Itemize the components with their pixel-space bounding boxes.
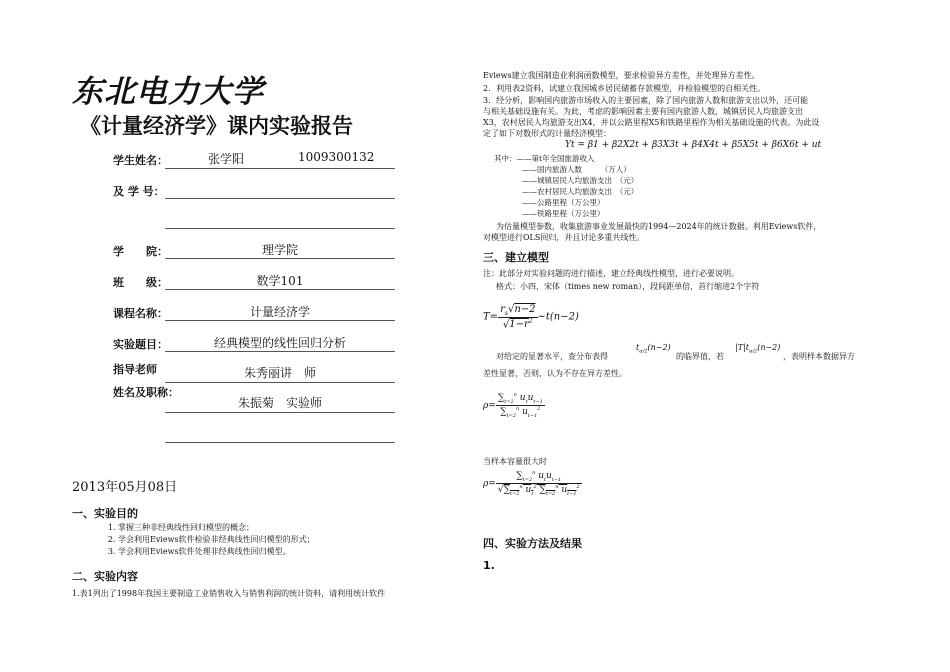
title-label: 姓名及职称： bbox=[113, 386, 179, 399]
university-logo: 东北电力大学 bbox=[72, 74, 264, 110]
underline bbox=[165, 228, 395, 229]
var-line: ——国内旅游人数 （万人） bbox=[522, 165, 631, 174]
student-name-value: 张学阳 bbox=[207, 152, 244, 166]
note-line: 注：此部分对实验问题的进行描述，建立经典线性模型，进行必要说明。 bbox=[483, 269, 739, 278]
class-label: 班 级： bbox=[113, 276, 168, 289]
rho-formula-1: ρ= $\frac{\sum_{t=2}^n u_tu_{t-1}}{\sum_{t=2}^n u_{t-1}^2}$ bbox=[483, 392, 543, 419]
underline bbox=[165, 289, 395, 290]
item-1: 1. bbox=[483, 559, 495, 572]
student-id-value: 1009300132 bbox=[298, 150, 375, 164]
report-title: 《计量经济学》课内实验报告 bbox=[80, 113, 353, 138]
var-line: ——城镇居民人均旅游支出 （元） bbox=[522, 176, 639, 185]
class-id-label: 及 学 号： bbox=[113, 185, 165, 198]
underline bbox=[165, 382, 395, 383]
where-line: 其中：——第t年全国旅游收入 bbox=[494, 154, 595, 163]
report-date: 2013年05月08日 bbox=[72, 480, 178, 495]
model-equation: Yt = β1 + β2X2t + β3X3t + β4X4t + β5X5t + β6X6t + ut bbox=[565, 140, 822, 150]
experiment-label: 实验题目： bbox=[113, 338, 168, 351]
section2-heading: 二、实验内容 bbox=[72, 570, 138, 583]
section4-heading: 四、实验方法及结果 bbox=[483, 537, 582, 550]
t-condition: $|T|t_{\alpha/2}(n-2)$ bbox=[735, 343, 781, 355]
assistant-value: 朱振菊 实验师 bbox=[237, 396, 322, 410]
note-line: 格式：小四，宋体（times new roman），段间距单倍，首行缩进2个字符 bbox=[496, 282, 760, 291]
list-item: 3. 学会利用Eviews软件处理非经典线性回归模型。 bbox=[118, 546, 450, 558]
sig-text-3: ，表明样本数据异方 bbox=[783, 352, 855, 361]
class-value: 数学101 bbox=[256, 274, 304, 288]
teacher-label: 指导老师 bbox=[113, 363, 157, 376]
content-line: 2．利用表2资料，试建立我国城乡居民储蓄存款模型，并检验模型的自相关性。 bbox=[483, 84, 766, 93]
list-item: 2. 学会利用Eviews软件检验非经典线性回归模型的形式； bbox=[118, 534, 450, 546]
list-item: 1. 掌握三种非经典线性回归模型的概念； bbox=[118, 522, 450, 534]
course-value: 计量经济学 bbox=[249, 305, 310, 319]
t-formula: T= $\frac{r_s√n-2}{√1-r^2}$ ~t(n−2) bbox=[483, 304, 579, 331]
content-line: X3，农村居民人均旅游支出X4，并以公路里程X5和铁路里程作为相关基础设施的代表。为此设 bbox=[483, 118, 820, 127]
content-line: 为估量模型参数，收集旅游事业发展最快的1994—2024年的统计数据。利用Eviews软件， bbox=[496, 222, 822, 231]
underline bbox=[165, 351, 395, 352]
college-label: 学 院： bbox=[113, 245, 168, 258]
sig-text-1: 对给定的显著水平，查分布表得 bbox=[496, 352, 608, 361]
content-line: Eviews建立我国制造业利润函数模型，要求检验异方差性，并处理异方差性。 bbox=[483, 71, 760, 80]
experiment-value: 经典模型的线性回归分析 bbox=[213, 336, 346, 350]
student-name-label: 学生姓名： bbox=[113, 154, 168, 167]
section3-heading: 三、建立模型 bbox=[483, 251, 549, 264]
underline bbox=[165, 320, 395, 321]
underline bbox=[165, 442, 395, 443]
content-line: 与相关基础设施有关。为此，考虑的影响因素主要有国内旅游人数，城镇居民人均旅游支出 bbox=[483, 107, 803, 116]
var-line: ——公路里程（万公里） bbox=[522, 198, 605, 207]
underline bbox=[165, 198, 395, 199]
underline bbox=[165, 412, 395, 413]
t-critical: $t_{\alpha/2}(n-2)$ bbox=[636, 343, 671, 355]
var-line: ——农村居民人均旅游支出 （元） bbox=[522, 187, 639, 196]
large-sample-text: 当样本容量很大时 bbox=[483, 457, 547, 466]
goals-list bbox=[100, 522, 450, 558]
teacher-value: 朱秀丽讲 师 bbox=[243, 366, 316, 380]
sig-text-2: 的临界值，若 bbox=[676, 352, 724, 361]
underline bbox=[165, 168, 395, 169]
var-line: ——铁路里程（万公里） bbox=[522, 209, 605, 218]
content-line: 1.表1列出了1998年我国主要制造工业销售收入与销售利润的统计资料，请利用统计软件 bbox=[72, 589, 386, 598]
sig-text-4: 差性显著，否则，认为不存在异方差性。 bbox=[483, 369, 627, 378]
underline bbox=[165, 258, 395, 259]
college-value: 理学院 bbox=[261, 243, 298, 257]
content-line: 对模型进行OLS回归，并且讨论多重共线性。 bbox=[483, 233, 645, 242]
content-line: 定了如下对数形式的计量经济模型： bbox=[483, 129, 611, 138]
content-line: 3．经分析，影响国内旅游市场收入的主要因素，除了国内旅游人数和旅游支出以外，还可能 bbox=[483, 96, 809, 105]
section1-heading: 一、实验目的 bbox=[72, 507, 138, 520]
course-label: 课程名称： bbox=[113, 307, 168, 320]
rho-formula-2: ρ= $\frac{\sum_{t=2}^n u_tu_{t-1}}{√\sum_{t=2}^n u_t^2 \sum_{t=2}^n u_{t-1}^2}$ bbox=[483, 470, 580, 497]
